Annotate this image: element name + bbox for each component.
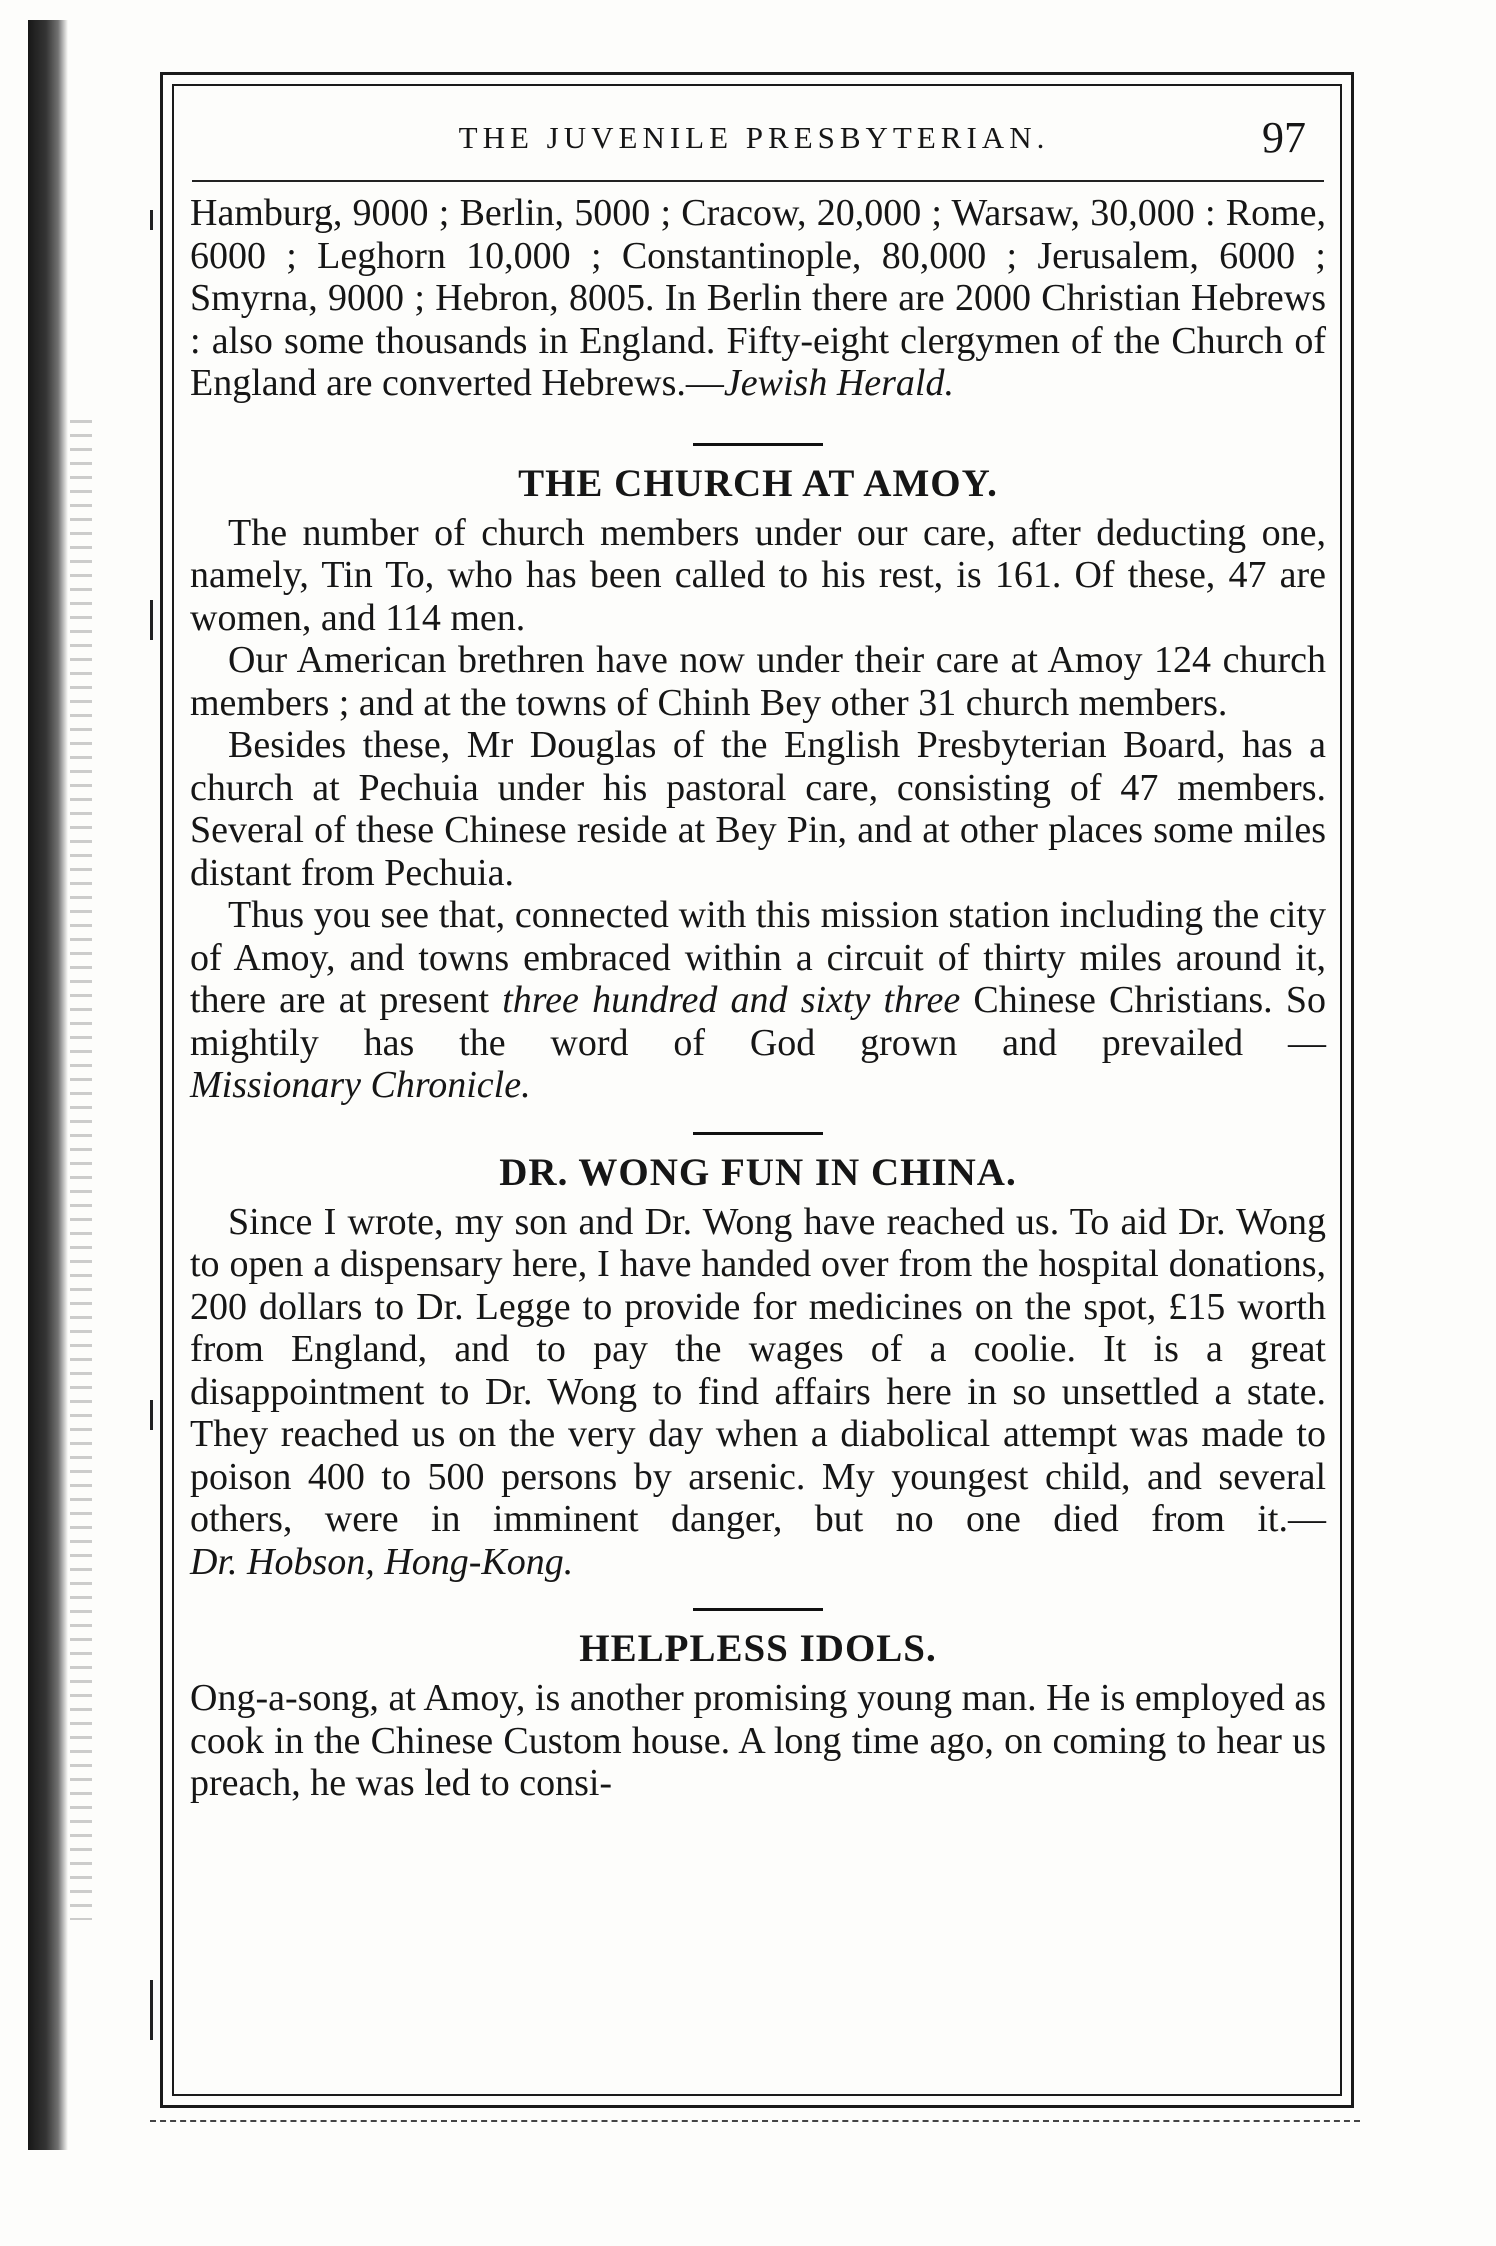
idols-paragraph: Ong-a-song, at Amoy, is another promising young man. He is employed as cook in the Chinese Custom house. A long time ago, on coming to hear us preach, he was led to consi-: [190, 1677, 1326, 1804]
section-divider: [693, 443, 823, 446]
margin-mark: [150, 1400, 153, 1430]
section-divider: [693, 1132, 823, 1135]
amoy-paragraph-4: [190, 894, 1326, 1107]
amoy-p4-text-a: Thus you see that, connected with this mission station including the city of Amoy, and towns embraced within a circuit of thirty miles around it, there are at present: [190, 894, 1326, 1021]
margin-mark: [150, 1980, 153, 2040]
journal-title: THE JUVENILE PRESBYTERIAN.: [458, 120, 1050, 155]
running-head: [192, 112, 1316, 172]
amoy-p4-emphasis: three hundred and sixty three: [502, 979, 961, 1021]
amoy-source: Missionary Chronicle.: [190, 1064, 531, 1106]
wong-source: Dr. Hobson, Hong-Kong.: [190, 1540, 574, 1583]
wong-paragraph: [190, 1201, 1326, 1584]
heading-dr-wong: DR. WONG FUN IN CHINA.: [499, 1150, 1017, 1194]
margin-mark: [150, 210, 153, 230]
page-binding-shadow: [28, 20, 68, 2150]
article-body: [190, 192, 1326, 1805]
bottom-rule: [150, 2120, 1360, 2122]
amoy-p4-text-b: Chinese Christians. So mightily has the word of God grown and prevailed —: [190, 979, 1326, 1064]
amoy-paragraph-1: The number of church members under our care, after deducting one, namely, Tin To, who has been called to his rest, is 161. Of these, 47 are women, and 114 men.: [190, 511, 1326, 639]
wong-text: Since I wrote, my son and Dr. Wong have reached us. To aid Dr. Wong to open a dispensary here, I have handed over from the hospital donations, 200 dollars to Dr. Legge to provide for medicines on the spot, £15 worth from England, and to pay the wages of a coolie. It is a great disappointment to Dr. Wong to find affairs here in so unsettled a state. They reached us on the very day when a diabolical attempt was made to poison 400 to 500 persons by arsenic. My youngest child, and several others, were in imminent danger, but no one died from it.—: [190, 1200, 1326, 1540]
intro-paragraph: [190, 192, 1326, 405]
page-number: 97: [1262, 113, 1306, 162]
heading-church-at-amoy: THE CHURCH AT AMOY.: [518, 461, 998, 505]
amoy-paragraph-3: Besides these, Mr Douglas of the English Presbyterian Board, has a church at Pechuia under his pastoral care, consisting of 47 members. Several of these Chinese reside at Bey Pin, and at other places some miles distant from Pechuia.: [190, 724, 1326, 894]
amoy-paragraph-2: Our American brethren have now under their care at Amoy 124 church members ; and at the towns of Chinh Bey other 31 church members.: [190, 639, 1326, 724]
margin-mark: [150, 600, 153, 640]
page-binding-texture: [70, 420, 92, 1920]
intro-text: Hamburg, 9000 ; Berlin, 5000 ; Cracow, 20,000 ; Warsaw, 30,000 : Rome, 6000 ; Leghorn 10,000 ; Constantinople, 80,000 ; Jerusalem, 6000 ; Smyrna, 9000 ; Hebron, 8005. In Berlin there are 2000 Christian Hebrews : also some thousands in England. Fifty-eight clergymen of the Church of England are converted Hebrews.—: [190, 192, 1326, 404]
header-rule: [192, 180, 1324, 182]
section-divider: [693, 1608, 823, 1611]
heading-helpless-idols: HELPLESS IDOLS.: [579, 1627, 937, 1670]
intro-source: Jewish Herald.: [723, 362, 954, 404]
